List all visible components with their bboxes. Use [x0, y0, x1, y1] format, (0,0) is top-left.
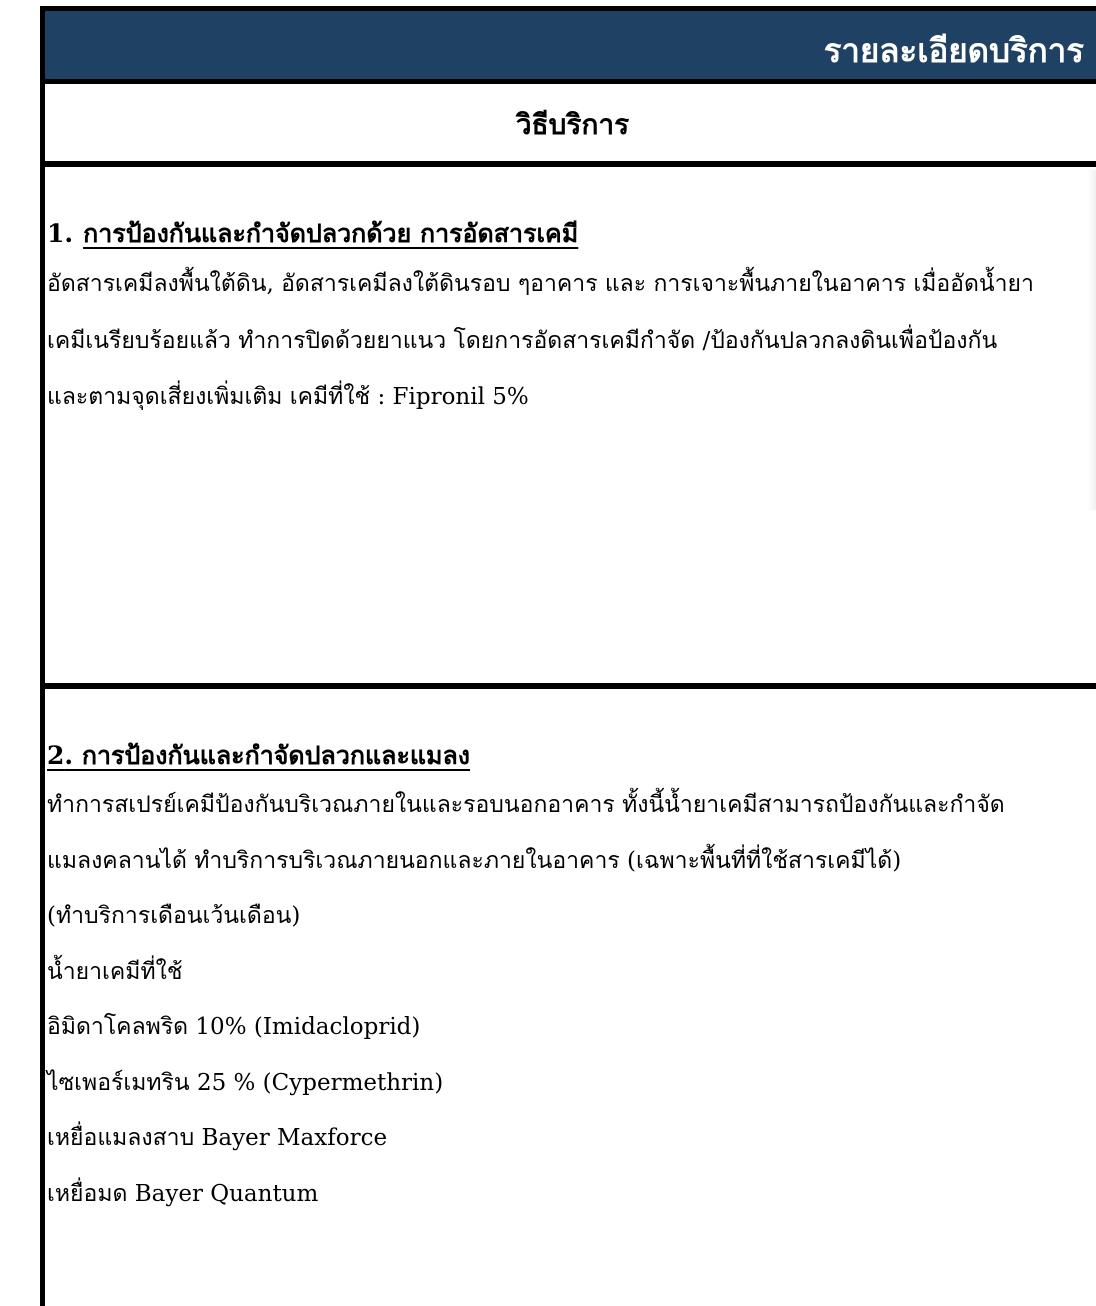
chemical-item: ไซเพอร์เมทริน 25 % (Cypermethrin)	[47, 1069, 444, 1096]
section-heading	[47, 734, 1087, 778]
paragraph-line: แมลงคลานได้ ทำบริการบริเวณภายนอกและภายในอาคาร (เฉพาะพื้นที่ที่ใช้สารเคมีได้)	[47, 847, 902, 874]
section-termite-insect-spray	[47, 734, 1087, 1222]
section-number: 2	[47, 741, 65, 770]
paragraph-line: น้ำยาเคมีที่ใช้	[47, 958, 183, 985]
divider	[45, 683, 1096, 689]
section-termite-injection	[47, 212, 1087, 426]
section-title: . การป้องกันและกำจัดปลวกและแมลง	[64, 741, 470, 770]
paragraph-line: และตามจุดเสี่ยงเพิ่มเติม เคมีที่ใช้ : Fipronil 5%	[47, 384, 529, 410]
chemical-item: เหยื่อแมลงสาบ Bayer Maxforce	[47, 1125, 388, 1151]
header-title: รายละเอียดบริการ	[823, 31, 1084, 70]
chemical-item: เหยื่อมด Bayer Quantum	[47, 1180, 319, 1207]
subheader-title: วิธีบริการ	[515, 108, 630, 141]
paragraph-line: (ทำบริการเดือนเว้นเดือน)	[47, 903, 301, 929]
paragraph-line: ทำการสเปรย์เคมีป้องกันบริเวณภายในและรอบนอกอาคาร ทั้งนี้น้ำยาเคมีสามารถป้องกันและกำจัด	[47, 792, 1005, 818]
divider	[45, 161, 1096, 167]
paragraph-line: อัดสารเคมีลงพื้นใต้ดิน, อัดสารเคมีลงใต้ดินรอบ ๆอาคาร และ การเจาะพื้นภายในอาคาร เมื่ออัดน้ำยา	[47, 271, 1034, 297]
chemical-item: อิมิดาโคลพริด 10% (Imidacloprid)	[47, 1014, 421, 1040]
section-number: 1.	[47, 219, 74, 248]
section-heading	[47, 212, 1087, 256]
header-bar	[45, 11, 1096, 79]
section-title: การป้องกันและกำจัดปลวกด้วย การอัดสารเคมี	[83, 219, 579, 248]
subheader	[45, 84, 1096, 161]
paragraph-line: เคมีเนรียบร้อยแล้ว ทำการปิดด้วยยาแนว โดยการอัดสารเคมีกำจัด /ป้องกันปลวกลงดินเพื่อป้องกัน	[47, 327, 998, 354]
edge-shadow	[1088, 170, 1096, 510]
